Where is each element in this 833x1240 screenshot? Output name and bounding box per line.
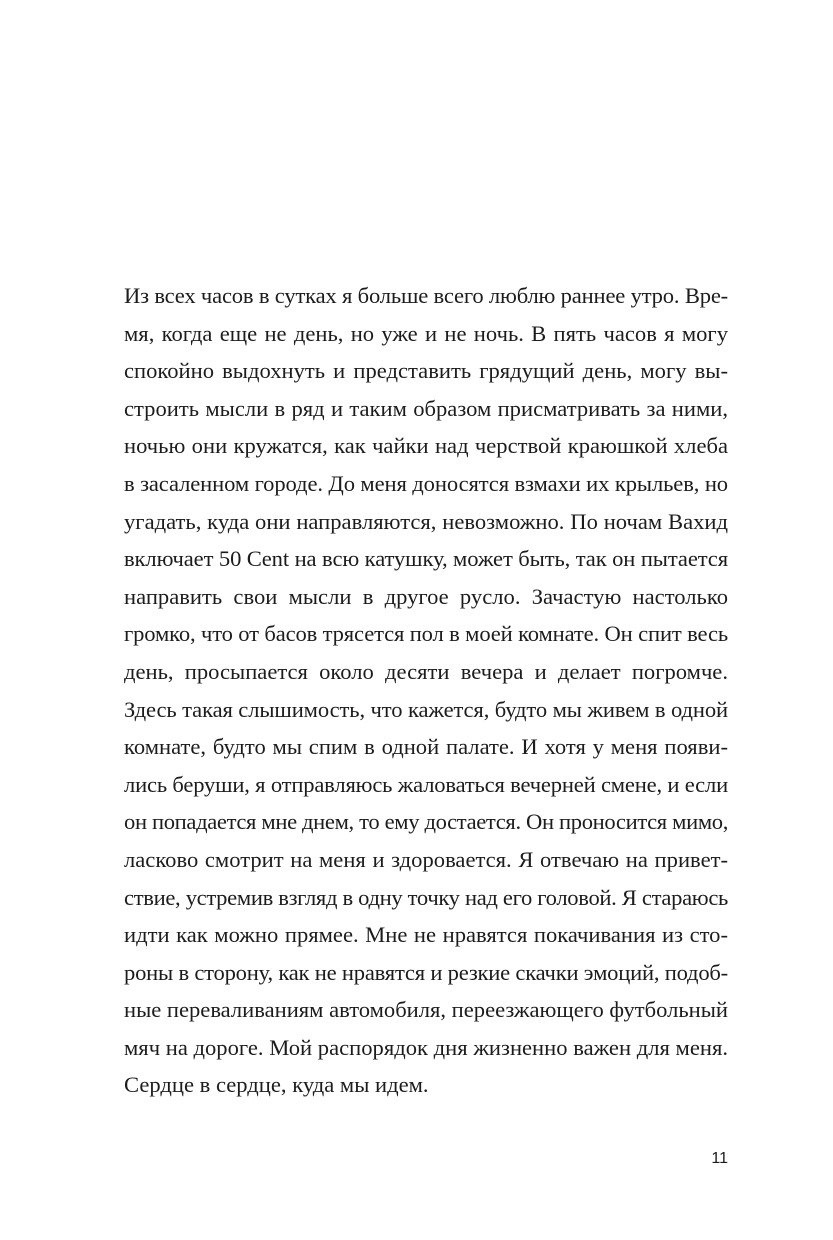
text-line: направить свои мысли в другое русло. Зачастую настолько [124,583,728,609]
text-line: день, просыпается около десяти вечера и делает погромче. [124,658,728,684]
text-line: мяч на дороге. Мой распорядок дня жизненно важен для меня. [124,1034,728,1060]
text-line: мя, когда еще не день, но уже и не ночь. В пять часов я могу [124,320,728,346]
text-line: Здесь такая слышимость, что кажется, будто мы живем в одной [124,696,728,722]
text-line: лись беруши, я отправляюсь жаловаться вечерней смене, и если [124,771,728,797]
text-line: спокойно выдохнуть и представить грядущий день, могу вы- [124,358,728,384]
text-line: ные переваливаниям автомобиля, переезжающего футбольный [124,997,728,1023]
text-line: комнате, будто мы спим в одной палате. И хотя у меня появи- [124,734,728,760]
text-line: угадать, куда они направляются, невозможно. По ночам Вахид [124,508,728,534]
page-number: 11 [711,1150,728,1167]
text-line: он попадается мне днем, то ему достается. Он проносится мимо, [124,809,728,835]
text-line: ночью они кружатся, как чайки над черствой краюшкой хлеба [124,433,728,459]
text-line: роны в сторону, как не нравятся и резкие скачки эмоций, подоб- [124,959,728,985]
body-paragraph [124,277,728,1104]
text-line: идти как можно прямее. Мне не нравятся покачивания из сто- [124,922,728,948]
text-line: в засаленном городе. До меня доносятся взмахи их крыльев, но [124,470,728,496]
text-line-last: Сердце в сердце, куда мы идем. [124,1072,429,1098]
text-line: Из всех часов в сутках я больше всего люблю раннее утро. Вре- [124,283,728,308]
text-line: строить мысли в ряд и таким образом присматривать за ними, [124,395,728,421]
text-line: включает 50 Cent на всю катушку, может быть, так он пытается [124,546,728,572]
text-line: ласково смотрит на меня и здоровается. Я отвечаю на привет- [124,846,728,872]
text-line: ствие, устремив взгляд в одну точку над его головой. Я стараюсь [124,884,728,910]
text-line: громко, что от басов трясется пол в моей комнате. Он спит весь [124,621,728,647]
